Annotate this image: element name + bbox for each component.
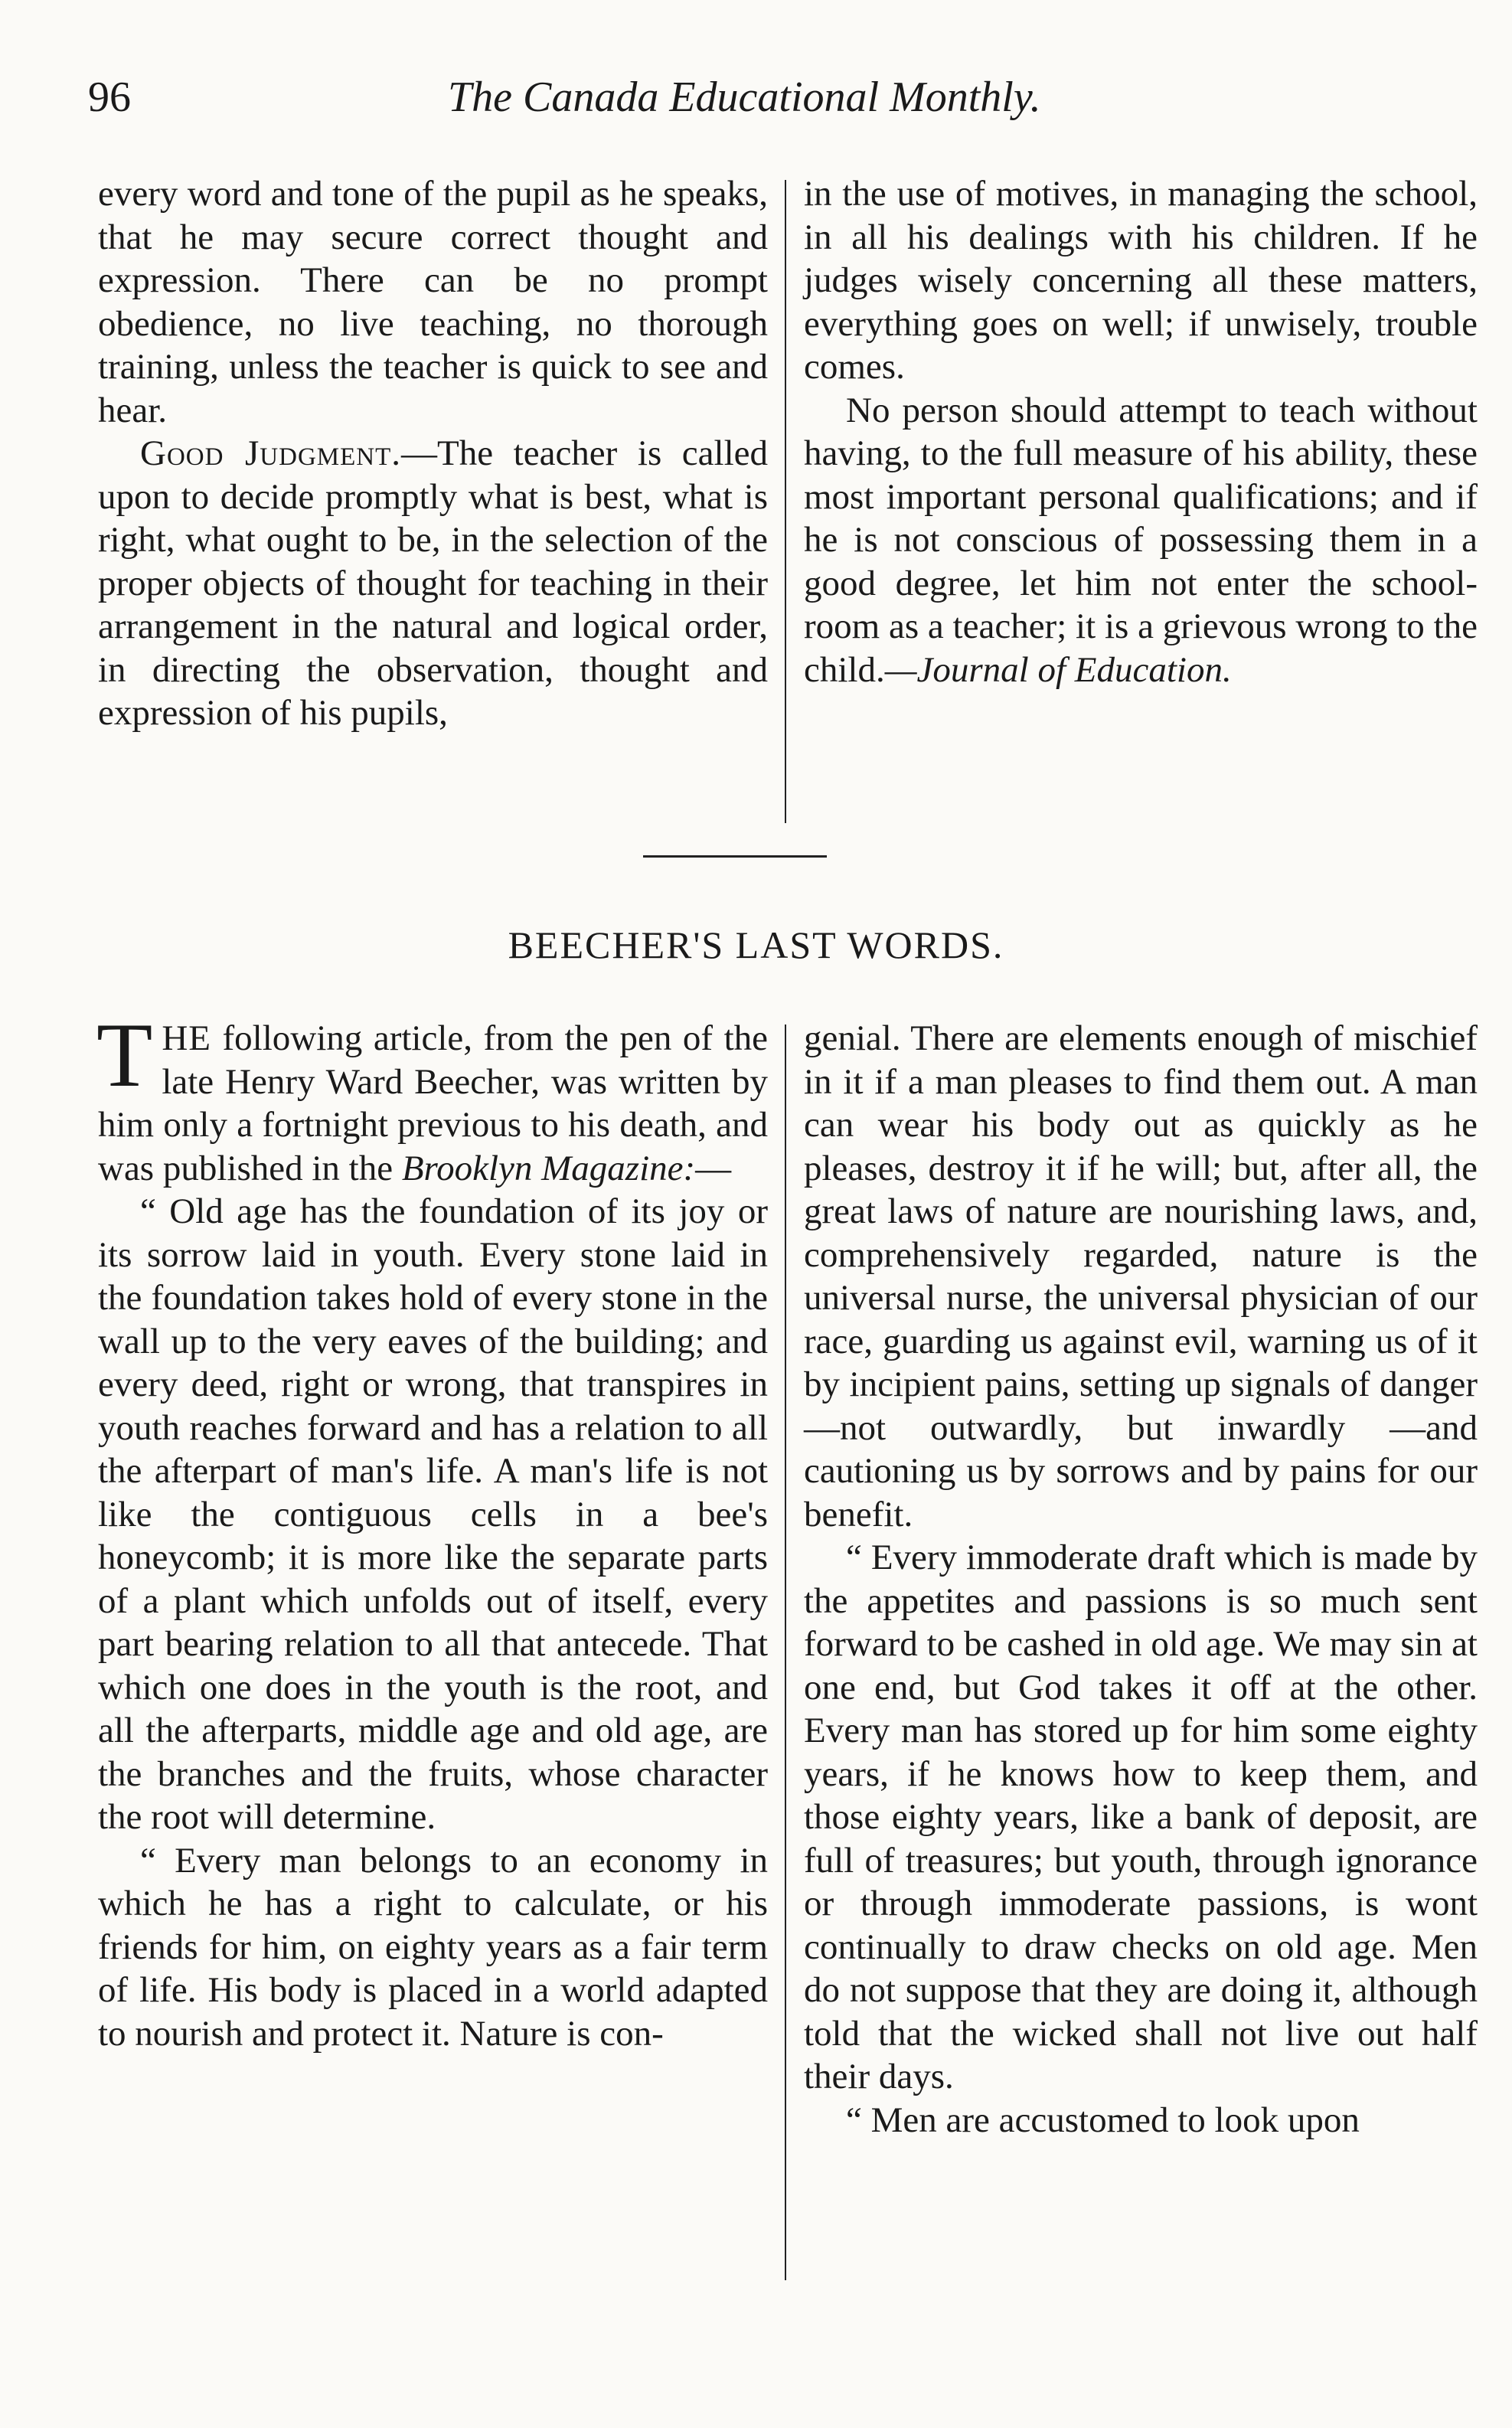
paragraph-good-judgment	[98, 432, 768, 735]
intro-text: following article, from the pen of the late Henry Ward Beecher, was written by him only a fortnight previous to his death, and was published in the	[98, 1018, 768, 1188]
article-title: BEECHER'S LAST WORDS.	[508, 923, 1004, 966]
running-title: The Canada Educational Monthly.	[448, 74, 1041, 121]
paragraph: every word and tone of the pupil as he speaks, that he may secure correct thought and expression. There can be no prompt obedience, no live teaching, no thorough training, unless the teacher is quick to see and hear.	[98, 174, 768, 430]
page-header	[88, 73, 1160, 134]
paragraph: in the use of motives, in managing the school, in all his dealings with his children. If he judges wisely concerning all these matters, everything goes on well; if unwisely, trouble comes.	[804, 174, 1478, 387]
column-top-right	[804, 172, 1478, 691]
paragraph-text: —The teacher is called upon to decide promptly what is best, what is right, what ought to be, in the selection of the proper objects of thought for teaching in their arrangement in the natural and logical order, in directing the observation, thought and expression of his pupils,	[98, 433, 768, 733]
section-lead: Good Judgment.	[140, 433, 402, 473]
source-citation: —Journal of Education.	[884, 649, 1232, 690]
column-divider	[785, 180, 786, 823]
paragraph: genial. There are elements enough of mischief in it if a man pleases to find them out. A man can wear his body out as quickly as he pleases, destroy it if he will; but, after all, the great laws of nature are nourishing laws, and, comprehensively regarded, nature is the universal nurse, the universal physician of our race, guarding us against evil, warning us of it by incipient pains, setting up signals of danger—not outwardly, but inwardly —and cautioning us by sorrows and by pains for our benefit.	[804, 1018, 1478, 1534]
page-number: 96	[88, 74, 131, 121]
intro-dash: —	[695, 1148, 732, 1188]
drop-cap: T	[96, 1004, 153, 1106]
column-top-left	[98, 172, 768, 735]
intro-lead: HE	[162, 1018, 211, 1058]
column-divider	[785, 1024, 786, 2280]
article-intro	[96, 1004, 768, 1190]
paragraph: “ Men are accustomed to look upon	[846, 2100, 1360, 2140]
paragraph-closing	[804, 389, 1478, 692]
column-bottom-left	[96, 1004, 768, 2055]
paragraph-text: No person should attempt to teach without having, to the full measure of his ability, these most important personal qualifications; and if he is not conscious of possessing them in a good degree, let him not enter the school-room as a teacher; it is a grievous wrong to the child.	[804, 390, 1478, 690]
paragraph: “ Every immoderate draft which is made by the appetites and passions is so much sent forward to be cashed in old age. We may sin at one end, but God takes it off at the other. Every man has stored up for him some eighty years, if he knows how to keep them, and those eighty years, like a bank of deposit, are full of treasures; but youth, through ignorance or through immoderate passions, is wont continually to draw checks on old age. Men do not suppose that they are doing it, although told that the wicked shall not live out half their days.	[804, 1538, 1478, 2096]
magazine-name: Brooklyn Magazine:	[401, 1148, 696, 1188]
paragraph: “ Old age has the foundation of its joy or its sorrow laid in youth. Every stone laid in the foundation takes hold of every stone in the wall up to the very eaves of the building; and every deed, right or wrong, that transpires in youth reaches forward and has a relation to all the afterpart of man's life. A man's life is not like the contiguous cells in a bee's honeycomb; it is more like the separate parts of a plant which unfolds out of itself, every part bearing relation to all that antecede. That which one does in the youth is the root, and all the afterparts, middle age and old age, are the branches and the fruits, whose character the root will determine.	[98, 1191, 768, 1837]
paragraph: “ Every man belongs to an economy in which he has a right to calculate, or his friends for him, on eighty years as a fair term of life. His body is placed in a world adapted to nourish and protect it. Nature is con-	[98, 1840, 768, 2054]
section-divider	[643, 855, 827, 858]
column-bottom-right	[804, 1017, 1478, 2142]
